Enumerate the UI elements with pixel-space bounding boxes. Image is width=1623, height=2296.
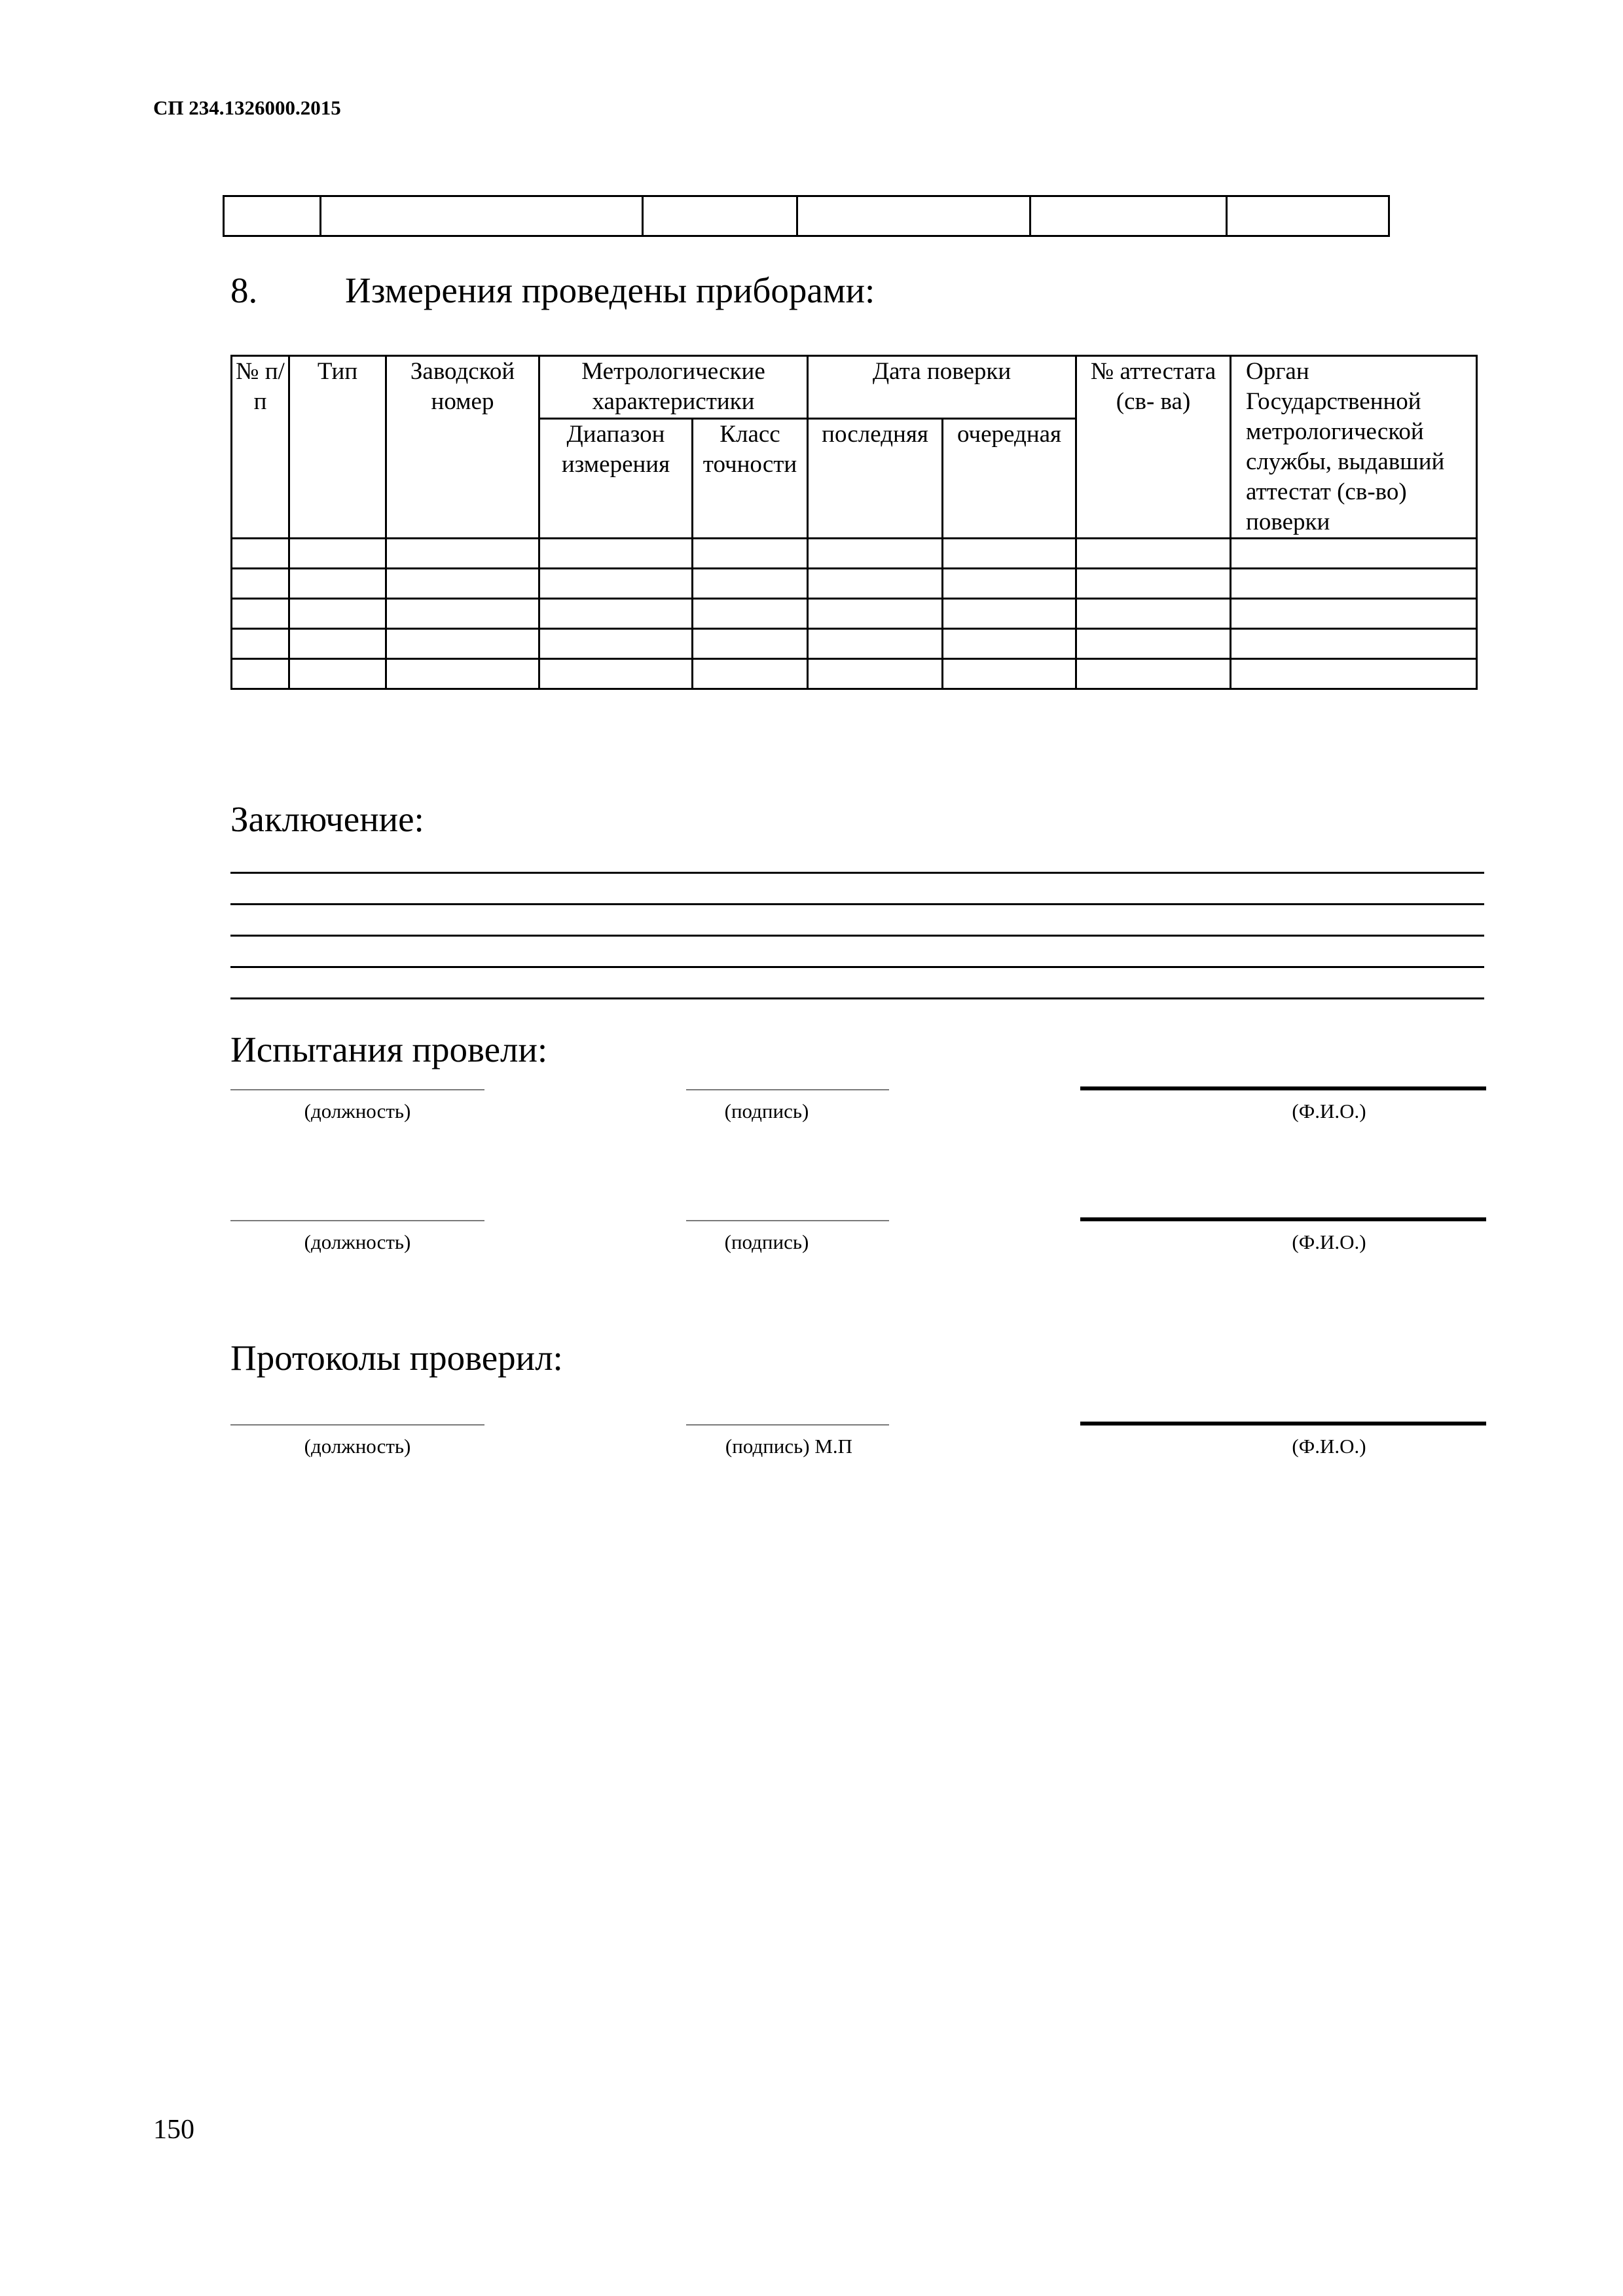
header-metrology: Метрологические характеристики — [539, 356, 808, 419]
conclusion-line — [230, 903, 1484, 905]
signature-line — [686, 1220, 889, 1221]
name-line — [1080, 1217, 1486, 1221]
name-label: (Ф.И.О.) — [1292, 1100, 1366, 1122]
signature-line — [686, 1089, 889, 1090]
header-serial: Заводской номер — [386, 356, 539, 539]
name-line — [1080, 1086, 1486, 1090]
header-type: Тип — [289, 356, 386, 539]
conclusion-line — [230, 935, 1484, 937]
name-label: (Ф.И.О.) — [1292, 1230, 1366, 1253]
name-label: (Ф.И.О.) — [1292, 1435, 1366, 1458]
signature-label: (подпись) — [724, 1100, 809, 1122]
position-label: (должность) — [304, 1435, 411, 1458]
table-row — [232, 629, 1477, 659]
table-row — [232, 569, 1477, 599]
table-header-row — [232, 356, 1477, 419]
section-number: 8. — [230, 270, 258, 310]
position-label: (должность) — [304, 1100, 411, 1122]
table-cell — [321, 196, 643, 236]
signature-line — [686, 1424, 889, 1426]
table-cell — [797, 196, 1030, 236]
document-code: СП 234.1326000.2015 — [153, 96, 341, 119]
signature-label: (подпись) — [724, 1230, 809, 1253]
header-certificate: № аттестата (св- ва) — [1076, 356, 1231, 539]
conclusion-title: Заключение: — [230, 799, 424, 839]
protocols-title: Протоколы проверил: — [230, 1338, 563, 1378]
header-range: Диапазон измерения — [539, 419, 693, 539]
position-line — [230, 1424, 484, 1426]
table-cell — [224, 196, 321, 236]
conclusion-line — [230, 966, 1484, 968]
table-row — [232, 539, 1477, 569]
header-last: последняя — [808, 419, 943, 539]
section-title: Измерения проведены приборами: — [345, 270, 875, 310]
header-accuracy-class: Класс точности — [693, 419, 808, 539]
position-label: (должность) — [304, 1230, 411, 1253]
instruments-table — [230, 355, 1478, 690]
tests-title: Испытания провели: — [230, 1030, 548, 1069]
table-cell — [1030, 196, 1227, 236]
position-line — [230, 1089, 484, 1090]
position-line — [230, 1220, 484, 1221]
table-row — [232, 599, 1477, 629]
header-verification-date: Дата поверки — [808, 356, 1076, 419]
conclusion-line — [230, 872, 1484, 874]
table-row — [232, 659, 1477, 689]
table-row — [224, 196, 1389, 236]
page-number: 150 — [153, 2115, 194, 2145]
table-cell — [643, 196, 797, 236]
conclusion-line — [230, 997, 1484, 999]
table-cell — [1227, 196, 1389, 236]
name-line — [1080, 1422, 1486, 1426]
header-num: № п/п — [232, 356, 289, 539]
signature-label: (подпись) М.П — [725, 1435, 853, 1458]
header-authority: Орган Государственной метрологической службы, выдавший аттестат (св-во) поверки — [1231, 356, 1477, 539]
previous-table-tail — [223, 195, 1390, 237]
header-next: очередная — [943, 419, 1076, 539]
